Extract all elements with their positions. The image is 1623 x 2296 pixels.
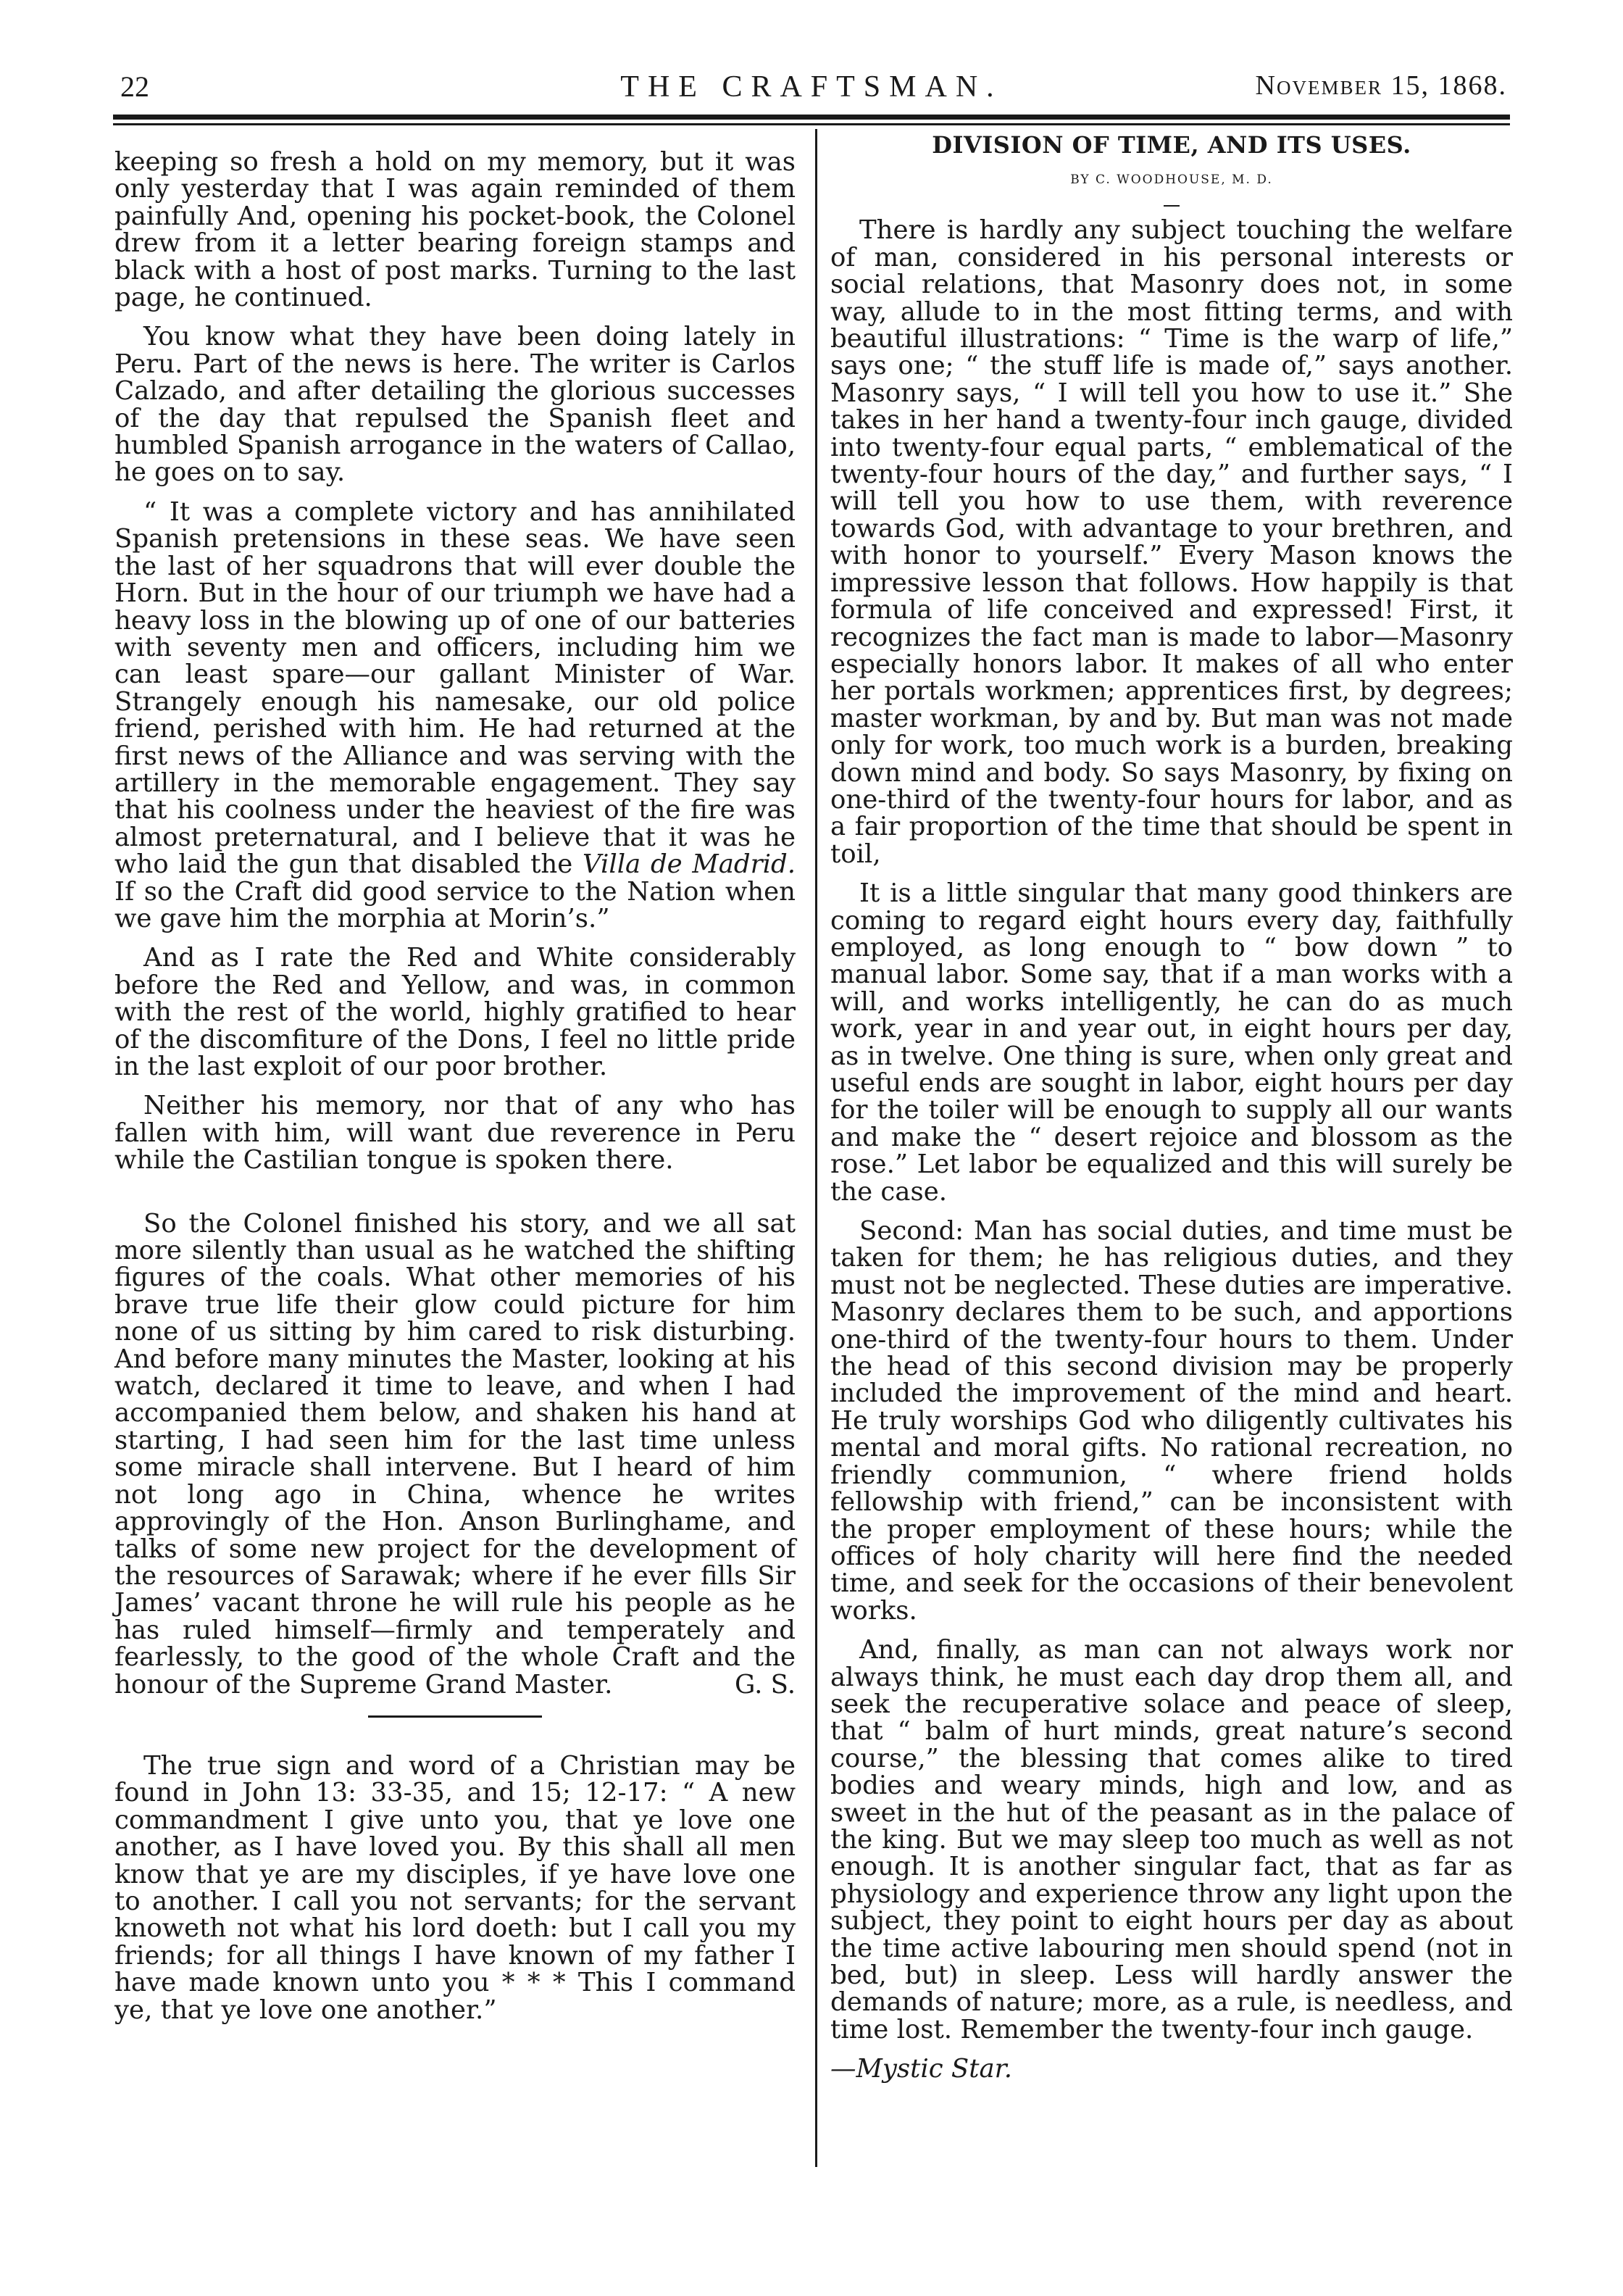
article-title: DIVISION OF TIME, AND ITS USES. xyxy=(932,131,1411,159)
header-rule-thin xyxy=(113,123,1510,125)
left-column xyxy=(114,149,796,2036)
letter-quote xyxy=(114,496,796,933)
article-source: —Mystic Star. xyxy=(830,2054,1013,2084)
story-continuation: keeping so fresh a hold on my memory, but it was only yesterday that I was again reminded of them painfully And, opening his pocket-book, the Colonel drew from it a letter bearing foreign stamps and black with a host of post marks. Turning to the last page, he continued. xyxy=(114,147,796,313)
letter-quote-text-a: “ It was a complete victory and has annihilated Spanish pretensions in these seas. We have seen the last of her squadrons that will ever double the Horn. But in the hour of our triumph we have had a heavy loss in the blowing up of one of our batteries with seventy men and officers, including him we can least spare—our gallant Minister of War. Strangely enough his namesake, our old police friend, perished with him. He had returned at the first news of the Alliance and was serving with the artillery in the memorable engagement. They say that his coolness under the heaviest of the fire was almost preternatural, and I believe that it was he who laid the gun that disabled the xyxy=(114,496,796,880)
letter-intro: You know what they have been doing lately in Peru. Part of the news is here. The writer is Carlos Calzado, and after detailing the glorious successes of the day that repulsed the Spanish fleet and humbled Spanish arrogance in the waters of Callao, he goes on to say. xyxy=(114,322,796,488)
issue-date: November 15, 1868. xyxy=(1255,70,1507,101)
article-paragraph-3: Second: Man has social duties, and time must be taken for them; he has religious duties, and they must not be neglected. These duties are imperative. Masonry declares them to be such, and apportions one-third of the twenty-four hours to them. Under the head of this second division may be properly included the improvement of the mind and heart. He truly worships God who diligently cultivates his mental and moral gifts. No rational recreation, no friendly communion, “ where friend holds fellowship with friend,” can be inconsistent with the proper employment of these hours; while the offices of holy charity will here find the needed time, and seek for the occasions of their benevolent works. xyxy=(830,1216,1513,1626)
ship-name: Villa de Madrid. xyxy=(582,849,796,880)
right-column xyxy=(830,130,1513,2095)
section-separator xyxy=(368,1715,542,1718)
article-paragraph-1: There is hardly any subject touching the welfare of man, considered in his personal interests or social relations, that Masonry does not, in some way, allude to in the most fitting terms, and with beautiful illustrations: “ Time is the warp of life,” says one; “ the stuff life is made of,” says another. Masonry says, “ I will tell you how to use it.” She takes in her hand a twenty-four inch gauge, divided into twenty-four equal parts, “ emblematical of the twenty-four hours of the day,” and further says, “ I will tell you how to use them, with reverence towards God, with advantage to your brethren, and with honor to yourself.” Every Mason knows the impressive lesson that follows. How happily is that formula of life conceived and expressed! First, it recognizes the fact man is made to labor—Masonry especially honors labor. It makes of all who enter her portals workmen; apprentices first, by degrees; master workman, by and by. But man was not made only for work, too much work is a burden, breaking down mind and body. So says Masonry, by fixing on one-third of the twenty-four hours for labor, and as a fair proportion of the time that should be spent in toil, xyxy=(830,215,1513,869)
page-number: 22 xyxy=(120,70,149,103)
article-byline: BY C. WOODHOUSE, M. D. xyxy=(1070,172,1273,187)
christian-sign-paragraph: The true sign and word of a Christian may be found in John 13: 33-35, and 15; 12-17: “ A new commandment I give unto you, that ye love one another, as I have loved you. By this shall all men know that ye are my disciples, if ye have love one to another. I call you not servants; for the servant knoweth not what his lord doeth: but I call you my friends; for all things I have known of my father I have made known unto you * * * This I command ye, that ye love one another.” xyxy=(114,1750,796,2025)
article-paragraph-2: It is a little singular that many good thinkers are coming to regard eight hours every day, faithfully employed, as long enough to “ bow down ” to manual labor. Some say, that if a man works with a will, and works intelligently, he can do as much work, year in and year out, in eight hours per day, as in twelve. One thing is sure, when only great and useful ends are sought in labor, eight hours per day for the toiler will be enough to supply all our wants and make the “ desert rejoice and blossom as the rose.” Let labor be equalized and this will surely be the case. xyxy=(830,878,1513,1207)
paragraph-memory: Neither his memory, nor that of any who has fallen with him, will want due reverence in Peru while the Castilian tongue is spoken there. xyxy=(114,1091,796,1176)
story-conclusion-text: So the Colonel finished his story, and we all sat more silently than usual as he watched the shifting figures of the coals. What other memories of his brave true life their glow could picture for him none of us sitting by him cared to risk disturbing. And before many minutes the Master, looking at his watch, declared it time to leave, and when I had accompanied them below, and shaken his hand at starting, I had seen him for the last time unless some miracle shall intervene. But I heard of him not long ago in China, whence he writes approvingly of the Hon. Anson Burlinghame, and talks of some new project for the development of the resources of Sarawak; where if he ever fills Sir James’ vacant throne he will rule his people as he has ruled himself—firmly and temperately and fearlessly, to the good of the whole Craft and the honour of the Supreme Grand Master. xyxy=(114,1208,796,1700)
masthead: THE CRAFTSMAN. xyxy=(620,70,1003,104)
paragraph-red-and-white: And as I rate the Red and White considerably before the Red and Yellow, and was, in common with the rest of the world, highly gratified to hear of the discomfiture of the Dons, I feel no little pride in the last exploit of our poor brother. xyxy=(114,943,796,1081)
letter-quote-text-b: If so the Craft did good service to the Nation when we gave him the morphia at Morin’s.” xyxy=(114,876,796,933)
column-divider xyxy=(815,129,817,2167)
story-conclusion xyxy=(114,1210,796,1698)
author-signature: G. S. xyxy=(734,1669,796,1700)
article-paragraph-4: And, finally, as man can not always work nor always think, he must each day drop them all, and seek the recuperative solace and peace of sleep, that “ balm of hurt minds, great nature’s second course,” the blessing that comes alike to tired bodies and weary minds, high and low, and as sweet in the hut of the peasant as in the palace of the king. But we may sleep too much as well as not enough. It is another singular fact, that as far as physiology and experience throw any light upon the subject, they point to eight hours per day as about the time active labouring men should spend (not in bed, but) in sleep. Less will hardly answer the demands of nature; more, as a rule, is needless, and time lost. Remember the twenty-four inch gauge. xyxy=(830,1635,1513,2045)
page-header xyxy=(116,70,1507,113)
header-rule-thick xyxy=(113,115,1510,120)
byline-dash xyxy=(1164,205,1180,207)
